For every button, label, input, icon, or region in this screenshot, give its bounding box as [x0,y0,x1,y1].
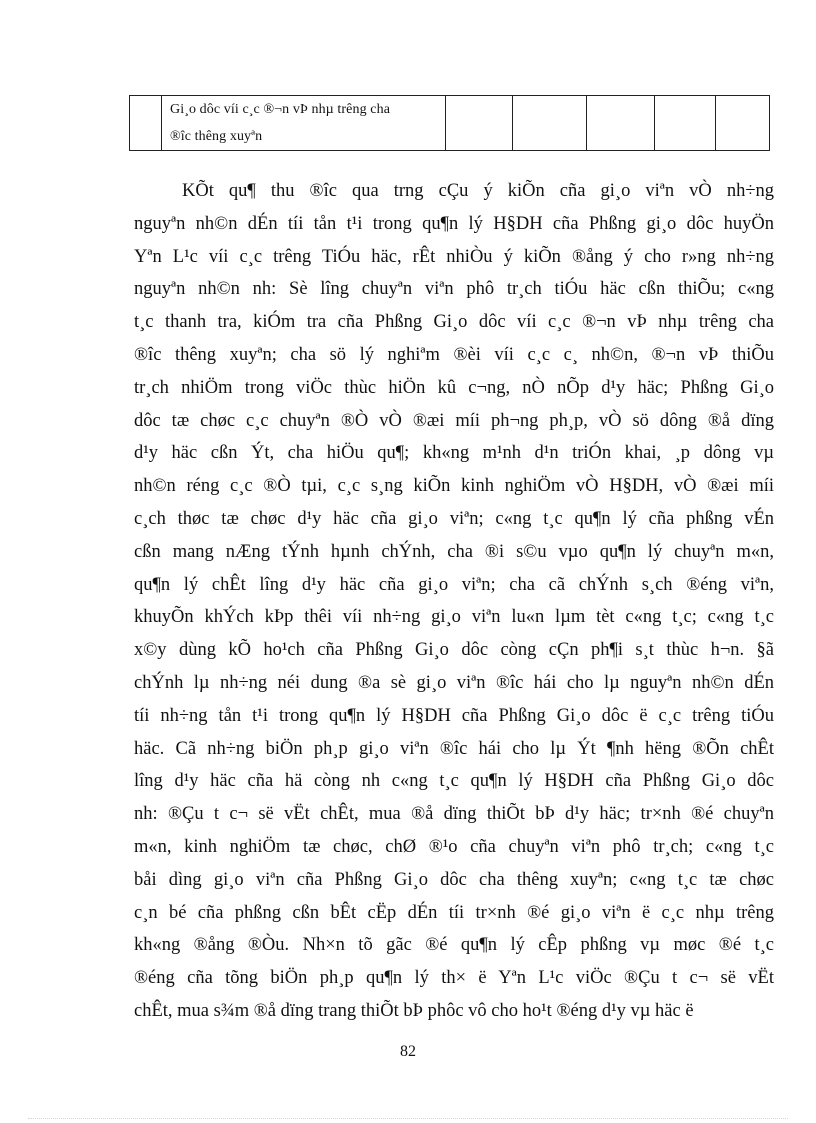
paragraph-line: nguyªn nh©n dÉn tíi tån t¹i trong qu¶n lý H§DH cña Phßng gi¸o dôc huyÖn [134,213,774,234]
paragraph-line: nguyªn nh©n nh: Sè lîng chuyªn viªn phô tr¸ch tiÓu häc cßn thiÕu; c«ng [134,279,774,300]
paragraph-line: ®éng cña tõng biÖn ph¸p qu¶n lý th× ë Yªn L¹c viÖc ®Çu t c¬ së vËt [134,968,774,989]
table-cell [513,96,587,151]
paragraph-line: häc. Cã nh÷ng biÖn ph¸p gi¸o viªn ®îc hái cho lµ Ýt ¶nh hëng ®Õn chÊt [134,738,774,759]
paragraph-line: m«n, kinh nghiÖm tæ chøc, chØ ®¹o cña chuyªn viªn phô tr¸ch; c«ng t¸c [134,836,774,857]
table-fragment [129,95,770,151]
paragraph-line: d¹y häc cßn Ýt, cha hiÖu qu¶; kh«ng m¹nh d¹n triÓn khai, ¸p dông vµ [134,443,774,464]
paragraph-line: Yªn L¹c víi c¸c trêng TiÓu häc, rÊt nhiÒu ý kiÕn ®ång ý cho r»ng nh÷ng [134,246,774,267]
table-cell [446,96,513,151]
paragraph-line: x©y dùng kÕ ho¹ch cña Phßng Gi¸o dôc còng cÇn ph¶i s¸t thùc h¬n. §ã [134,640,774,661]
table-cell [587,96,655,151]
page-number: 82 [400,1043,416,1060]
paragraph-line: cßn mang nÆng tÝnh hµnh chÝnh, cha ®i s©u vµo qu¶n lý chuyªn m«n, [134,541,774,562]
paragraph-line: kh«ng ®ång ®Òu. Nh×n tõ gãc ®é qu¶n lý cÊp phßng vµ møc ®é t¸c [134,935,774,956]
table-cell-line: ®îc thêng xuyªn [170,129,263,144]
paragraph-line: nh©n réng c¸c ®Ò tµi, c¸c s¸ng kiÕn kinh nghiÖm vÒ H§DH, vÒ ®æi míi [134,476,774,497]
body-paragraph [134,175,774,1028]
paragraph-line: KÕt qu¶ thu ®îc qua trng cÇu ý kiÕn cña gi¸o viªn vÒ nh÷ng [182,181,774,201]
paragraph-line: lîng d¹y häc cña hä còng nh c«ng t¸c qu¶n lý H§DH cña Phßng Gi¸o dôc [134,771,774,792]
paragraph-line: khuyÕn khÝch kÞp thêi víi nh÷ng gi¸o viªn lu«n lµm tèt c«ng t¸c; c«ng t¸c [134,607,774,628]
table-cell [716,96,770,151]
footer-divider [28,1118,788,1119]
table-cell [655,96,716,151]
paragraph-line: tr¸ch nhiÖm trong viÖc thùc hiÖn kû c¬ng, nÒ nÕp d¹y häc; Phßng Gi¸o [134,377,774,398]
paragraph-line: c¸n bé cña phßng cßn bÊt cËp dÉn tíi tr×nh ®é gi¸o viªn ë c¸c nhµ trêng [134,902,774,923]
table-row [130,96,770,151]
paragraph-line: c¸ch thøc tæ chøc d¹y häc cña gi¸o viªn; c«ng t¸c qu¶n lý cña phßng vÉn [134,508,774,529]
paragraph-line: t¸c thanh tra, kiÓm tra cña Phßng Gi¸o dôc víi c¸c ®¬n vÞ nhµ trêng cha [134,312,774,333]
paragraph-line: chÝnh lµ nh÷ng néi dung ®a sè gi¸o viªn ®îc hái cho lµ nguyªn nh©n dÉn [134,672,774,693]
paragraph-line: chÊt, mua s¾m ®å dïng trang thiÕt bÞ phôc vô cho ho¹t ®éng d¹y vµ häc ë [134,1000,694,1021]
paragraph-line: nh: ®Çu t c¬ së vËt chÊt, mua ®å dïng thiÕt bÞ d¹y häc; tr×nh ®é chuyªn [134,804,774,825]
table-cell-text [162,96,446,151]
paragraph-line: qu¶n lý chÊt lîng d¹y häc cña gi¸o viªn; cha cã chÝnh s¸ch ®éng viªn, [134,574,774,595]
paragraph-line: ®îc thêng xuyªn; cha sö lý nghiªm ®èi víi c¸c c¸ nh©n, ®¬n vÞ thiÕu [134,344,774,365]
paragraph-line: tíi nh÷ng tån t¹i trong qu¶n lý H§DH cña Phßng Gi¸o dôc ë c¸c trêng tiÓu [134,705,774,726]
paragraph-line: dôc tæ chøc c¸c chuyªn ®Ò vÒ ®æi míi ph¬ng ph¸p, vÒ sö dông ®å dïng [134,410,774,431]
table-cell-line: Gi¸o dôc víi c¸c ®¬n vÞ nhµ trêng cha [170,102,391,117]
table-cell-index [130,96,162,151]
paragraph-line: båi dìng gi¸o viªn cña Phßng Gi¸o dôc cha thêng xuyªn; c«ng t¸c tæ chøc [134,869,774,890]
